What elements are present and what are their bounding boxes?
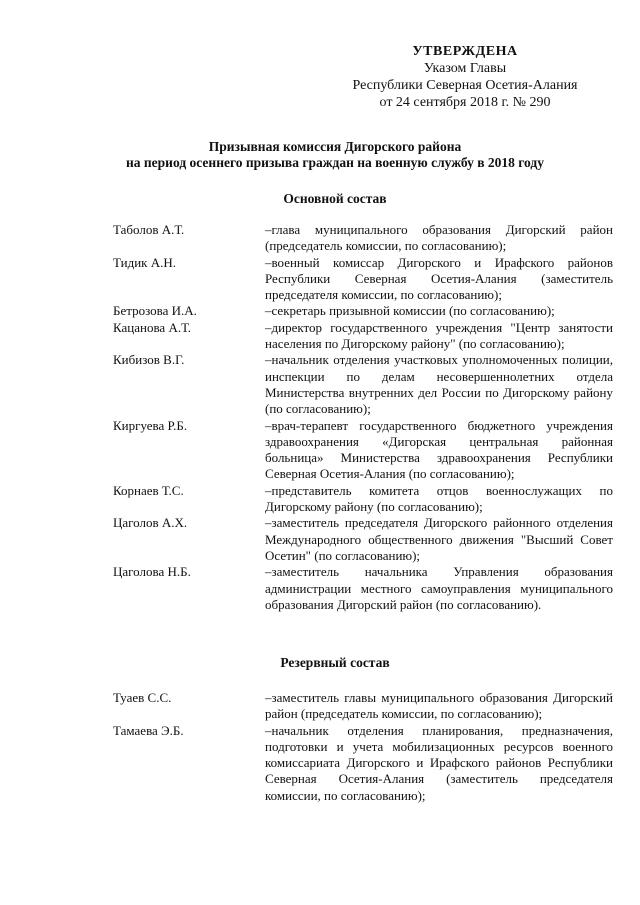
approval-stamp <box>330 43 600 111</box>
member-description: –начальник отделения планирования, предназначения, подготовки и учета мобилизационных ресурсов военного комиссариата Дигорского и Ирафского районов Республики Северная Осетия-Алания (заместитель председателя комиссии, по согласованию); <box>265 722 613 803</box>
member-row <box>113 483 613 516</box>
member-description: –начальник отделения участковых уполномоченных полиции, инспекции по делам несовершеннолетних отдела Министерства внутренних дел России по Дигорскому району (по согласованию); <box>265 352 613 417</box>
member-name: Кибизов В.Г. <box>113 352 185 368</box>
member-name: Киргуева Р.Б. <box>113 417 188 433</box>
member-row <box>113 690 613 723</box>
member-name: Кацанова А.Т. <box>113 319 191 335</box>
member-name: Цаголова Н.Б. <box>113 564 191 580</box>
member-description: –заместитель председателя Дигорского районного отделения Международного общественного движения "Высший Совет Осетин" (по согласованию); <box>265 515 613 563</box>
reserve-section-heading: Резервный состав <box>280 655 390 670</box>
member-name: Цаголов А.Х. <box>113 515 188 531</box>
approval-line-3: от 24 сентября 2018 г. № 290 <box>379 95 551 110</box>
member-row <box>113 320 613 353</box>
main-section-heading: Основной состав <box>283 191 387 206</box>
member-name: Туаев С.С. <box>113 690 172 705</box>
member-description: –заместитель начальника Управления образования администрации местного самоуправления муниципального образования Дигорский район (по согласованию). <box>265 564 613 612</box>
member-description: –военный комиссар Дигорского и Ирафского районов Республики Северная Осетия-Алания (заместитель председателя комиссии, по согласованию); <box>265 254 613 303</box>
member-name: Корнаев Т.С. <box>113 482 184 498</box>
approval-line-2: Республики Северная Осетия-Алания <box>352 78 578 93</box>
approval-heading: УТВЕРЖДЕНА <box>412 44 518 59</box>
member-row <box>113 564 613 613</box>
member-name: Таболов А.Т. <box>113 222 185 237</box>
document-title <box>90 139 580 171</box>
member-name: Тидик А.Н. <box>113 254 176 270</box>
member-name: Бетрозова И.А. <box>113 303 197 319</box>
main-members-list <box>113 222 613 613</box>
member-row <box>113 255 613 304</box>
document-title-line-2: на период осеннего призыва граждан на военную службу в 2018 году <box>126 155 544 170</box>
member-row <box>113 418 613 483</box>
member-description: –врач-терапевт государственного бюджетного учреждения здравоохранения «Дигорская центральная районная больница» Министерства здравоохранения Республики Северная Осетия-Алания (по согласованию); <box>265 417 613 482</box>
member-row <box>113 723 613 804</box>
member-row <box>113 515 613 564</box>
member-row <box>113 352 613 417</box>
member-description: –представитель комитета отцов военнослужащих по Дигорскому району (по согласованию); <box>265 482 613 515</box>
member-description: –директор государственного учреждения "Центр занятости населения по Дигорскому району" (по согласованию); <box>265 319 613 352</box>
member-description: –секретарь призывной комиссии (по согласованию); <box>265 303 555 319</box>
member-description: –глава муниципального образования Дигорский район (председатель комиссии, по согласованию); <box>265 222 613 254</box>
document-title-line-1: Призывная комиссия Дигорского района <box>208 139 462 154</box>
member-row <box>113 303 613 319</box>
member-description: –заместитель главы муниципального образования Дигорский район (председатель комиссии, по согласованию); <box>265 690 613 722</box>
reserve-members-list <box>113 690 613 804</box>
approval-line-1: Указом Главы <box>423 61 507 76</box>
member-name: Тамаева Э.Б. <box>113 722 184 738</box>
member-row <box>113 222 613 255</box>
